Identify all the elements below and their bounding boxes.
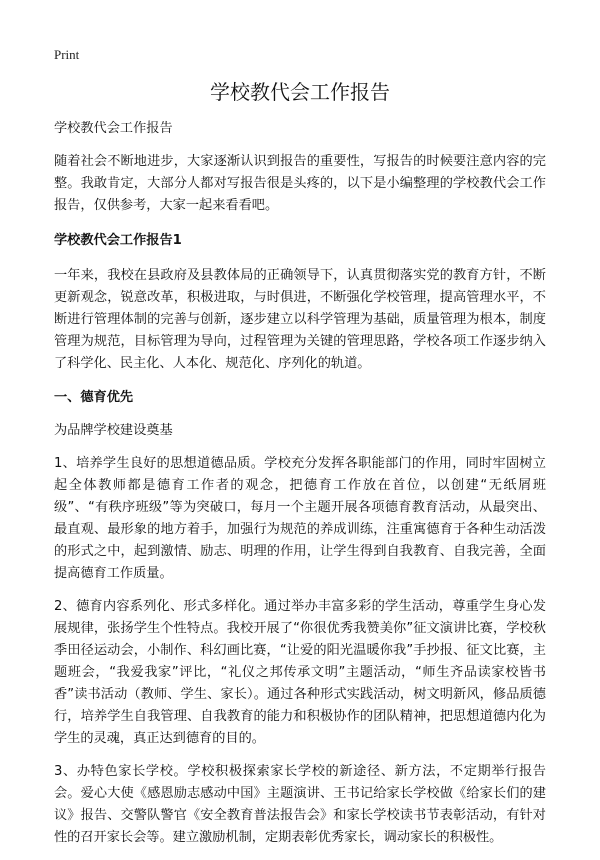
subsection-heading: 一、德育优先 — [54, 390, 134, 405]
section-heading: 学校教代会工作报告1 — [54, 233, 182, 248]
list-item: 1、培养学生良好的思想道德品质。学校充分发挥各职能部门的作用，同时牢固树立起全体教师都是德育工作者的观念，把德育工作放在首位，以创建“无纸屑班级”、“有秩序班级”等为突破口，每月一个主题开展各项德育教育活动，从最突出、最直观、最形象的地方着手，加强行为规范的养成训练，注重寓德育于各种生动活泼的形式之中，起到激情、励志、明理的作用，让学生得到自我教育、自我完善，全面提高德育工作质量。 — [54, 456, 546, 581]
list-item: 2、德育内容系列化、形式多样化。通过举办丰富多彩的学生活动，尊重学生身心发展规律，张扬学生个性特点。我校开展了“你很优秀我赞美你”征文演讲比赛，学校秋季田径运动会，小制作、科幻画比赛，“让爱的阳光温暖你我”手抄报、征文比赛，主题班会，“我爱我家”评比，“礼仪之邦传承文明”主题活动，“师生齐品读家校皆书香”读书活动（教师、学生、家长）。通过各种形式实践活动，树文明新风，修品质德行，培养学生自我管理、自我教育的能力和积极协作的团队精神，把思想道德内化为学生的灵魂，真正达到德育的目的。 — [54, 599, 546, 746]
document-body — [54, 118, 546, 860]
document-subtitle: 学校教代会工作报告 — [54, 121, 173, 136]
section-paragraph: 一年来，我校在县政府及县教体局的正确领导下，认真贯彻落实党的教育方针，不断更新观念，锐意改革，积极进取，与时俱进，不断强化学校管理，提高管理水平，不断进行管理体制的完善与创新，逐步建立以科学管理为基础，质量管理为根本，制度管理为规范，目标管理为导向，过程管理为关键的管理思路，学校各项工作逐步纳入了科学化、民主化、人本化、规范化、序列化的轨道。 — [54, 268, 546, 371]
print-label: Print — [54, 47, 80, 62]
subsection-tagline: 为品牌学校建设奠基 — [54, 423, 173, 438]
list-item: 3、办特色家长学校。学校积极探索家长学校的新途径、新方法，不定期举行报告会。爱心大使《感恩励志感动中国》主题演讲、王书记给家长学校做《给家长们的建议》报告、交警队警官《安全教育普法报告会》和家长学校读书节表彰活动，有针对性的召开家长会等。建立激励机制，定期表彰优秀家长，调动家长的积极性。 — [54, 764, 546, 845]
intro-paragraph: 随着社会不断地进步，大家逐渐认识到报告的重要性，写报告的时候要注意内容的完整。我敢肯定，大部分人都对写报告很是头疼的，以下是小编整理的学校教代会工作报告，仅供参考，大家一起来看看吧。 — [54, 154, 546, 213]
page-title: 学校教代会工作报告 — [210, 80, 390, 104]
